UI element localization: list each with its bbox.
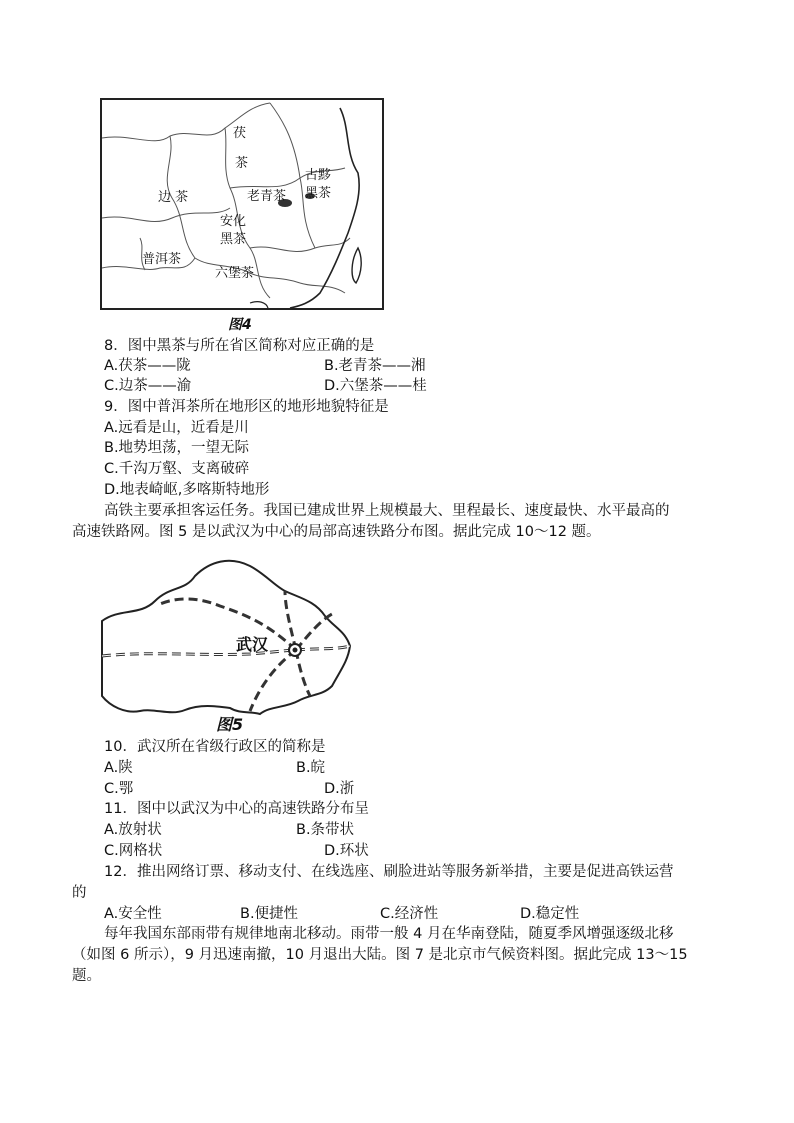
q12-option-a: A.安全性 [104, 906, 162, 922]
figure-4-map [100, 98, 384, 336]
q12-stem-line-1: 12．推出网络订票、移动支付、在线选座、刷脸进站等服务新举措，主要是促进高铁运营 [104, 864, 674, 880]
map-label-heicha: 黑茶 [305, 186, 332, 201]
q9-stem: 9．图中普洱茶所在地形区的地形地貌特征是 [104, 399, 389, 415]
map-label-fu-bottom: 茶 [235, 156, 249, 171]
figure-5-caption: 图5 [216, 715, 244, 734]
q12-option-c: C.经济性 [380, 906, 439, 922]
rain-intro-line-1: 每年我国东部雨带有规律地南北移动。雨带一般 4 月在华南登陆，随夏季风增强逐级北移 [104, 926, 674, 942]
q8-option-a: A.茯茶——陇 [104, 358, 191, 374]
q10-option-c: C.鄂 [104, 781, 134, 797]
q8-option-c: C.边茶——渝 [104, 378, 192, 394]
q10-option-b: B.皖 [296, 760, 326, 776]
rain-intro-line-2: （如图 6 所示），9 月迅速南撤，10 月退出大陆。图 7 是北京市气候资料图。据此完成 13～15 [72, 947, 688, 963]
map-label-gu: 古黟 [305, 168, 332, 183]
q12-stem-line-2: 的 [72, 885, 87, 901]
q12-option-b: B.便捷性 [240, 906, 299, 922]
q8-option-b: B.老青茶——湘 [324, 358, 426, 374]
rain-intro-line-3: 题。 [72, 968, 101, 984]
q11-option-b: B.条带状 [296, 822, 355, 838]
map-label-laoqing: 老青茶 [247, 189, 287, 204]
wuhan-label: 武汉 [236, 635, 269, 654]
map-label-fu-top: 茯 [233, 126, 247, 141]
q9-option-a: A.远看是山，近看是川 [104, 420, 249, 436]
rail-intro-line-2: 高速铁路网。图 5 是以武汉为中心的局部高速铁路分布图。据此完成 10～12 题。 [72, 524, 601, 540]
q11-option-d: D.环状 [324, 843, 369, 859]
map-label-puer: 普洱茶 [142, 252, 182, 267]
map-label-liubao: 六堡茶 [215, 266, 255, 281]
rail-intro-line-1: 高铁主要承担客运任务。我国已建成世界上规模最大、里程最长、速度最快、水平最高的 [104, 503, 670, 519]
map-label-anhua-bottom: 黑茶 [220, 232, 247, 247]
q9-option-d: D.地表崎岖,多喀斯特地形 [104, 482, 270, 498]
q11-option-a: A.放射状 [104, 822, 162, 838]
figure-4-caption: 图4 [228, 317, 252, 333]
q8-option-d: D.六堡茶——桂 [324, 378, 427, 394]
q11-stem: 11．图中以武汉为中心的高速铁路分布呈 [104, 801, 369, 817]
q8-stem: 8．图中黑茶与所在省区简称对应正确的是 [104, 338, 375, 354]
figure-5-map [100, 546, 358, 736]
wuhan-railway-map [100, 546, 358, 736]
q10-stem: 10．武汉所在省级行政区的简称是 [104, 739, 326, 755]
q11-option-c: C.网格状 [104, 843, 163, 859]
q10-option-d: D.浙 [324, 781, 355, 797]
q12-option-d: D.稳定性 [520, 906, 580, 922]
map-label-bian: 边 茶 [158, 190, 189, 205]
q9-option-b: B.地势坦荡，一望无际 [104, 440, 250, 456]
q10-option-a: A.陕 [104, 760, 133, 776]
map-label-anhua-top: 安化 [220, 214, 247, 229]
q9-option-c: C.千沟万壑、支离破碎 [104, 461, 250, 477]
